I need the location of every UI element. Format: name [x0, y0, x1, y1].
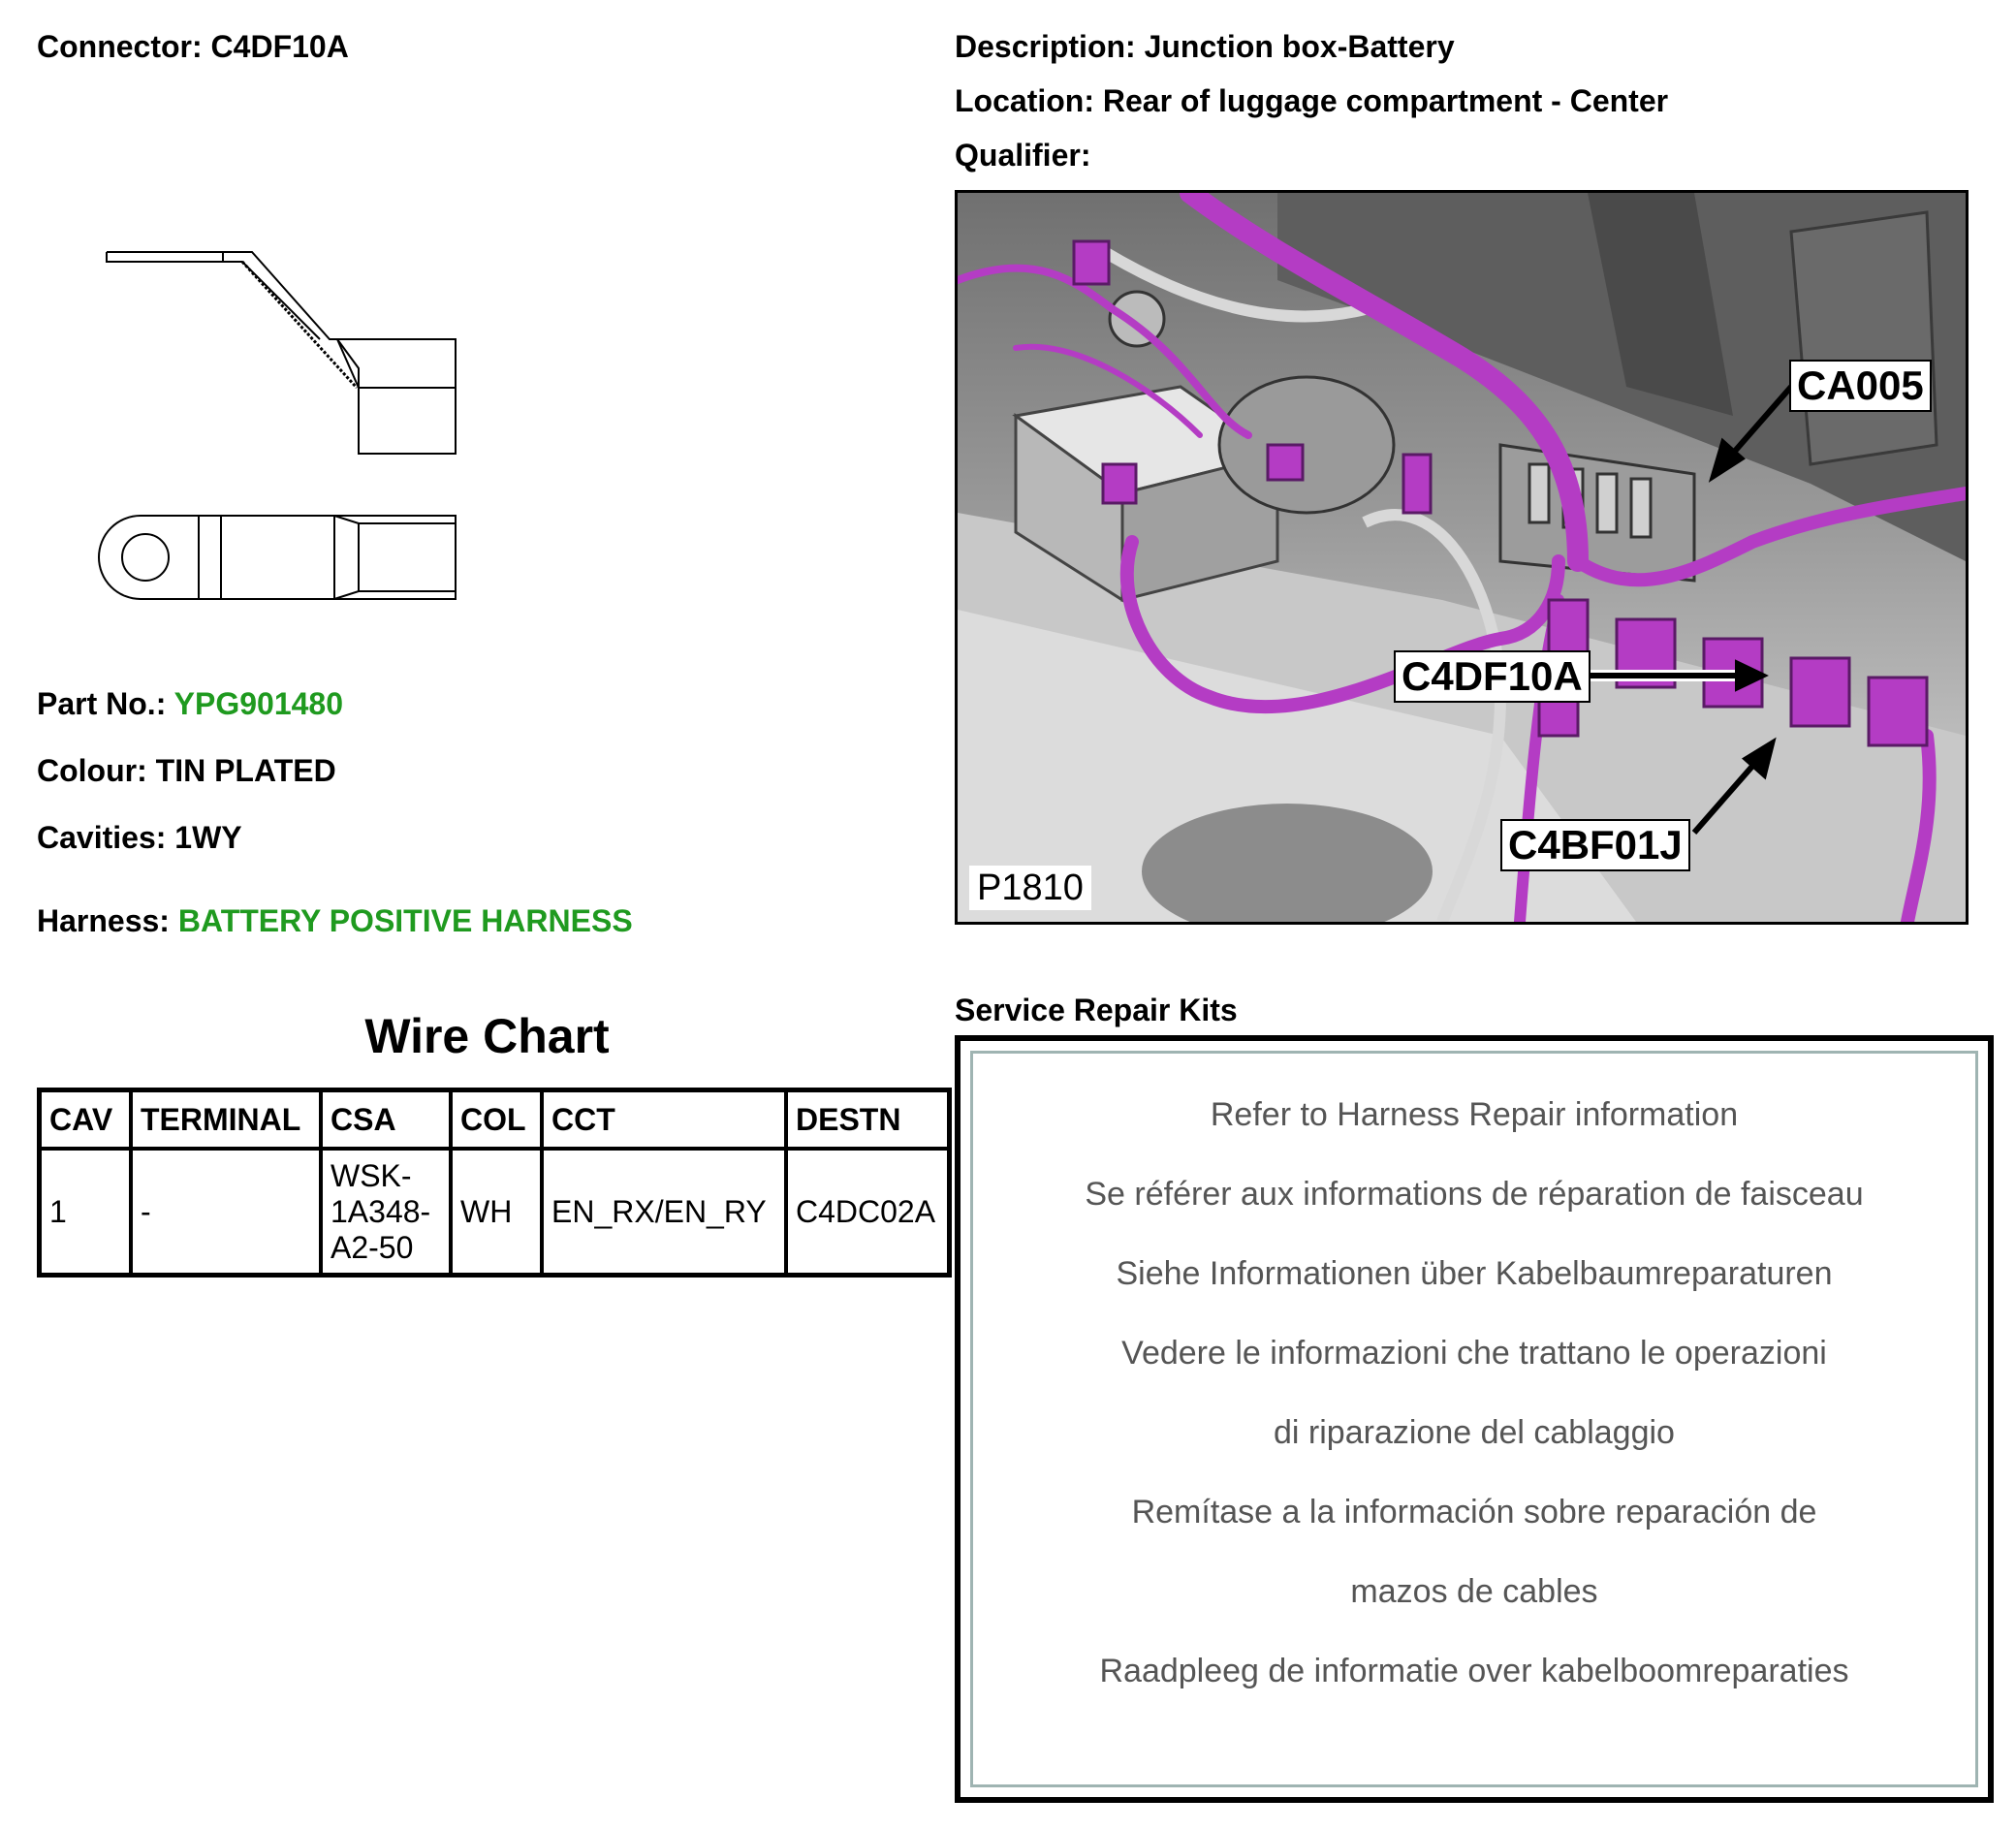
connector-heading	[37, 29, 349, 65]
description-row	[955, 29, 1455, 65]
location-label: Location:	[955, 83, 1094, 118]
repair-line-nl: Raadpleeg de informatie over kabelboomreparaties	[1099, 1653, 1849, 1689]
repair-line-fr: Se référer aux informations de réparation de faisceau	[1085, 1176, 1864, 1213]
harness-label: Harness:	[37, 903, 170, 938]
colour-value: TIN PLATED	[155, 753, 336, 788]
colour-label: Colour:	[37, 753, 147, 788]
cell-col: WH	[451, 1149, 542, 1276]
service-repair-kits-title: Service Repair Kits	[955, 993, 1238, 1027]
cell-csa-line: 1A348-	[331, 1193, 431, 1229]
part-no-row	[37, 686, 343, 722]
repair-line-en: Refer to Harness Repair information	[1210, 1096, 1739, 1133]
repair-line-it-1: Vedere le informazioni che trattano le operazioni	[1121, 1335, 1827, 1372]
cell-csa-line: A2-50	[331, 1229, 414, 1265]
description-label: Description:	[955, 29, 1136, 64]
col-header-col: COL	[451, 1090, 542, 1150]
cell-csa-line: WSK-	[331, 1157, 412, 1193]
part-no-label: Part No.:	[37, 686, 167, 721]
location-row	[955, 83, 1668, 119]
repair-line-it-2: di riparazione del cablaggio	[1274, 1414, 1675, 1451]
harness-link[interactable]: BATTERY POSITIVE HARNESS	[177, 903, 633, 938]
col-header-csa: CSA	[321, 1090, 451, 1150]
connector-drawing	[97, 233, 485, 620]
repair-line-es-2: mazos de cables	[1350, 1573, 1598, 1610]
description-value: Junction box-Battery	[1144, 29, 1455, 64]
cell-cav: 1	[40, 1149, 132, 1276]
location-photo-illustration	[958, 193, 1966, 922]
wire-chart-table	[37, 1088, 952, 1278]
callout-c4df10a: C4DF10A	[1394, 650, 1591, 703]
cell-csa	[321, 1149, 451, 1276]
cell-destn: C4DC02A	[786, 1149, 950, 1276]
connector-value: C4DF10A	[210, 29, 349, 64]
cavities-label: Cavities:	[37, 820, 167, 855]
table-row	[40, 1149, 950, 1276]
connector-label: Connector:	[37, 29, 203, 64]
callout-c4bf01j: C4BF01J	[1500, 819, 1690, 871]
col-header-cav: CAV	[40, 1090, 132, 1150]
colour-row	[37, 753, 336, 789]
service-repair-kits-inner	[970, 1051, 1978, 1787]
service-repair-kits-box	[955, 1035, 1994, 1803]
qualifier-label: Qualifier:	[955, 138, 1091, 173]
col-header-terminal: TERMINAL	[131, 1090, 321, 1150]
cavities-row	[37, 820, 242, 856]
location-value: Rear of luggage compartment - Center	[1102, 83, 1669, 118]
part-no-link[interactable]: YPG901480	[173, 686, 344, 721]
cell-cct: EN_RX/EN_RY	[542, 1149, 786, 1276]
photo-id-label: P1810	[969, 866, 1091, 910]
callout-ca005: CA005	[1789, 360, 1932, 412]
repair-line-de: Siehe Informationen über Kabelbaumreparaturen	[1116, 1255, 1833, 1292]
col-header-cct: CCT	[542, 1090, 786, 1150]
cavities-value: 1WY	[174, 820, 242, 855]
wire-chart-title: Wire Chart	[364, 1009, 610, 1063]
col-header-destn: DESTN	[786, 1090, 950, 1150]
wire-chart-header-row	[40, 1090, 950, 1150]
harness-row	[37, 903, 633, 939]
repair-line-es-1: Remítase a la información sobre reparación de	[1131, 1494, 1817, 1530]
cell-terminal: -	[131, 1149, 321, 1276]
location-photo	[955, 190, 1969, 925]
